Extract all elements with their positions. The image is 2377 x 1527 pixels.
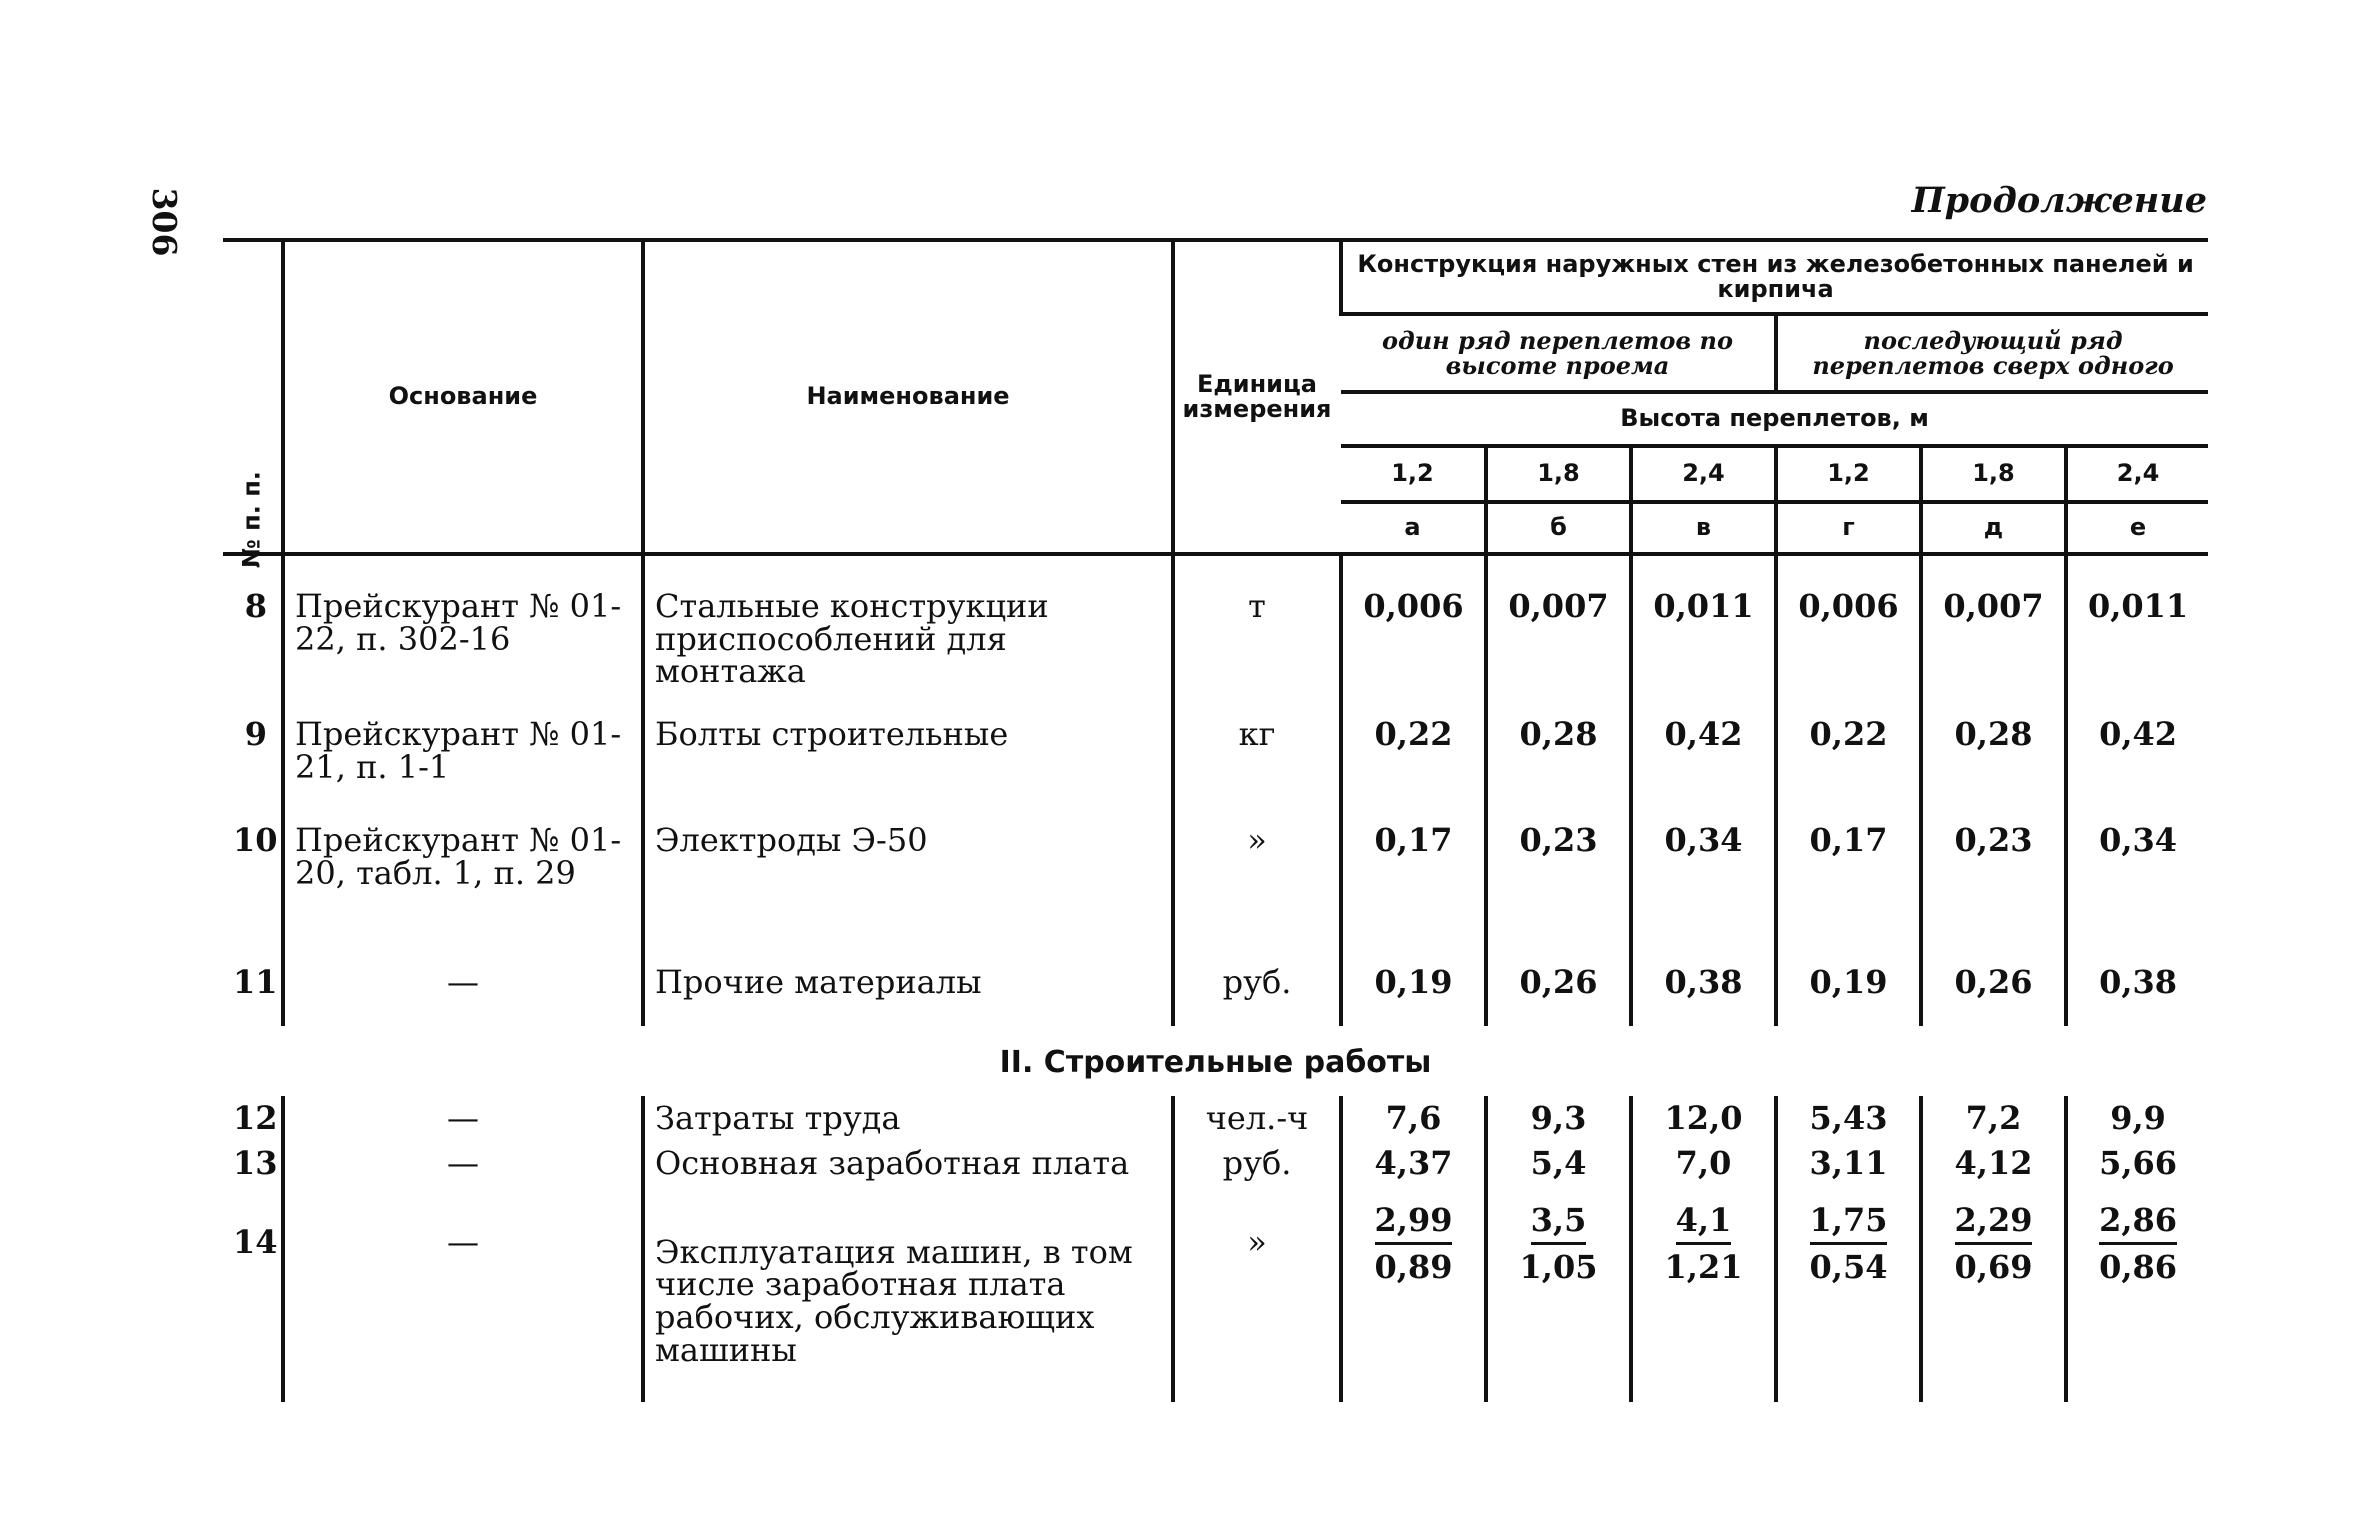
row-name: Эксплуатация машин, в том числе заработная плата рабочих, обслуживающих машины <box>643 1186 1173 1402</box>
table-row <box>223 942 2208 1026</box>
row-number: 12 <box>233 1099 278 1138</box>
fraction-bottom: 0,89 <box>1374 1248 1453 1287</box>
header-height-value: 1,8 <box>1486 446 1631 502</box>
row-unit: руб. <box>1173 942 1341 1026</box>
norms-table-container <box>223 238 2208 1402</box>
row-unit: кг <box>1173 694 1341 800</box>
continuation-label: Продолжение <box>1911 180 2207 221</box>
row-name: Стальные конструкции приспособлений для монтажа <box>643 554 1173 694</box>
header-no-label: № п. п. <box>237 470 266 568</box>
header-height-value: 1,8 <box>1921 446 2066 502</box>
header-height-value: 1,2 <box>1341 446 1486 502</box>
norms-table <box>223 238 2208 1402</box>
table-header <box>223 240 2208 568</box>
table-row <box>223 1141 2208 1186</box>
header-letter: б <box>1486 502 1631 554</box>
table-row <box>223 694 2208 800</box>
row-value: 3,11 <box>1776 1141 1921 1186</box>
row-value: 0,19 <box>1776 942 1921 1026</box>
row-value: 0,17 <box>1341 800 1486 942</box>
row-value: 0,007 <box>1921 554 2066 694</box>
fraction-top: 3,5 <box>1531 1204 1587 1246</box>
row-name: Болты строительные <box>643 694 1173 800</box>
header-sub2: последующий ряд переплетов сверх одного <box>1776 314 2208 392</box>
section-row <box>223 1026 2208 1097</box>
header-height-value: 1,2 <box>1776 446 1921 502</box>
header-letter: д <box>1921 502 2066 554</box>
fraction-top: 2,29 <box>1955 1204 2033 1246</box>
header-name: Наименование <box>643 240 1173 554</box>
header-letter: г <box>1776 502 1921 554</box>
row-value: 0,26 <box>1486 942 1631 1026</box>
row-value: 0,23 <box>1921 800 2066 942</box>
header-basis: Основание <box>283 240 643 554</box>
row-value: 7,6 <box>1341 1096 1486 1141</box>
row-value: 7,0 <box>1631 1141 1776 1186</box>
fraction-cell <box>1341 1186 1486 1402</box>
row-value: 5,43 <box>1776 1096 1921 1141</box>
row-value: 0,006 <box>1776 554 1921 694</box>
header-sub1: один ряд переплетов по высоте проема <box>1341 314 1776 392</box>
row-name: Электроды Э-50 <box>643 800 1173 942</box>
page-number: 306 <box>145 187 185 257</box>
header-height-value: 2,4 <box>2066 446 2208 502</box>
row-value: 0,28 <box>1486 694 1631 800</box>
row-value: 0,34 <box>2066 800 2208 942</box>
row-unit: » <box>1173 1186 1341 1402</box>
table-row <box>223 1096 2208 1141</box>
fraction-cell <box>1776 1186 1921 1402</box>
table-row <box>223 1186 2208 1402</box>
row-value: 0,26 <box>1921 942 2066 1026</box>
fraction-top: 2,86 <box>2099 1204 2177 1246</box>
header-height: Высота переплетов, м <box>1341 392 2208 446</box>
row-value: 4,12 <box>1921 1141 2066 1186</box>
row-number: 9 <box>244 714 267 753</box>
header-no <box>223 240 283 568</box>
table-body <box>223 554 2208 1402</box>
row-value: 0,42 <box>1631 694 1776 800</box>
header-height-value: 2,4 <box>1631 446 1776 502</box>
row-value: 0,011 <box>2066 554 2208 694</box>
row-value: 0,23 <box>1486 800 1631 942</box>
row-unit: » <box>1173 800 1341 942</box>
row-basis: — <box>283 942 643 1026</box>
fraction-top: 1,75 <box>1810 1204 1888 1246</box>
row-value: 5,4 <box>1486 1141 1631 1186</box>
row-number: 14 <box>233 1222 278 1261</box>
row-value: 0,17 <box>1776 800 1921 942</box>
row-basis: Прейскурант № 01-21, п. 1-1 <box>283 694 643 800</box>
header-letter: а <box>1341 502 1486 554</box>
fraction-bottom: 1,21 <box>1664 1248 1743 1287</box>
row-value: 9,9 <box>2066 1096 2208 1141</box>
fraction-cell <box>1486 1186 1631 1402</box>
fraction-cell <box>2066 1186 2208 1402</box>
row-value: 0,011 <box>1631 554 1776 694</box>
table-row <box>223 554 2208 694</box>
section-title: II. Строительные работы <box>999 1044 1432 1080</box>
fraction-bottom: 0,86 <box>2099 1248 2177 1287</box>
row-name: Прочие материалы <box>643 942 1173 1026</box>
row-value: 0,34 <box>1631 800 1776 942</box>
header-letter: в <box>1631 502 1776 554</box>
row-basis: — <box>283 1141 643 1186</box>
row-name: Основная заработная плата <box>643 1141 1173 1186</box>
row-basis: — <box>283 1096 643 1141</box>
row-number: 10 <box>233 820 278 859</box>
row-value: 9,3 <box>1486 1096 1631 1141</box>
header-group: Конструкция наружных стен из железобетонных панелей и кирпича <box>1341 240 2208 314</box>
row-number: 8 <box>244 587 267 625</box>
row-value: 7,2 <box>1921 1096 2066 1141</box>
row-number: 13 <box>233 1144 278 1183</box>
row-value: 0,007 <box>1486 554 1631 694</box>
row-value: 0,006 <box>1341 554 1486 694</box>
row-unit: чел.-ч <box>1173 1096 1341 1141</box>
row-value: 0,22 <box>1341 694 1486 800</box>
row-value: 0,38 <box>1631 942 1776 1026</box>
header-letter: е <box>2066 502 2208 554</box>
row-basis: Прейскурант № 01-22, п. 302-16 <box>283 554 643 694</box>
fraction-cell <box>1921 1186 2066 1402</box>
row-name: Затраты труда <box>643 1096 1173 1141</box>
row-unit: руб. <box>1173 1141 1341 1186</box>
fraction-top: 4,1 <box>1676 1204 1732 1246</box>
header-unit: Единица измерения <box>1173 240 1341 554</box>
fraction-top: 2,99 <box>1375 1204 1453 1246</box>
row-unit: т <box>1173 554 1341 694</box>
table-row <box>223 800 2208 942</box>
row-value: 0,42 <box>2066 694 2208 800</box>
row-number: 11 <box>233 962 278 1001</box>
row-value: 0,28 <box>1921 694 2066 800</box>
row-value: 0,38 <box>2066 942 2208 1026</box>
row-value: 5,66 <box>2066 1141 2208 1186</box>
row-value: 12,0 <box>1631 1096 1776 1141</box>
row-value: 0,19 <box>1341 942 1486 1026</box>
row-value: 0,22 <box>1776 694 1921 800</box>
fraction-bottom: 0,54 <box>1809 1248 1888 1287</box>
fraction-bottom: 0,69 <box>1954 1248 2033 1287</box>
fraction-bottom: 1,05 <box>1519 1248 1598 1287</box>
fraction-cell <box>1631 1186 1776 1402</box>
row-basis: — <box>283 1186 643 1402</box>
row-value: 4,37 <box>1341 1141 1486 1186</box>
row-basis: Прейскурант № 01-20, табл. 1, п. 29 <box>283 800 643 942</box>
